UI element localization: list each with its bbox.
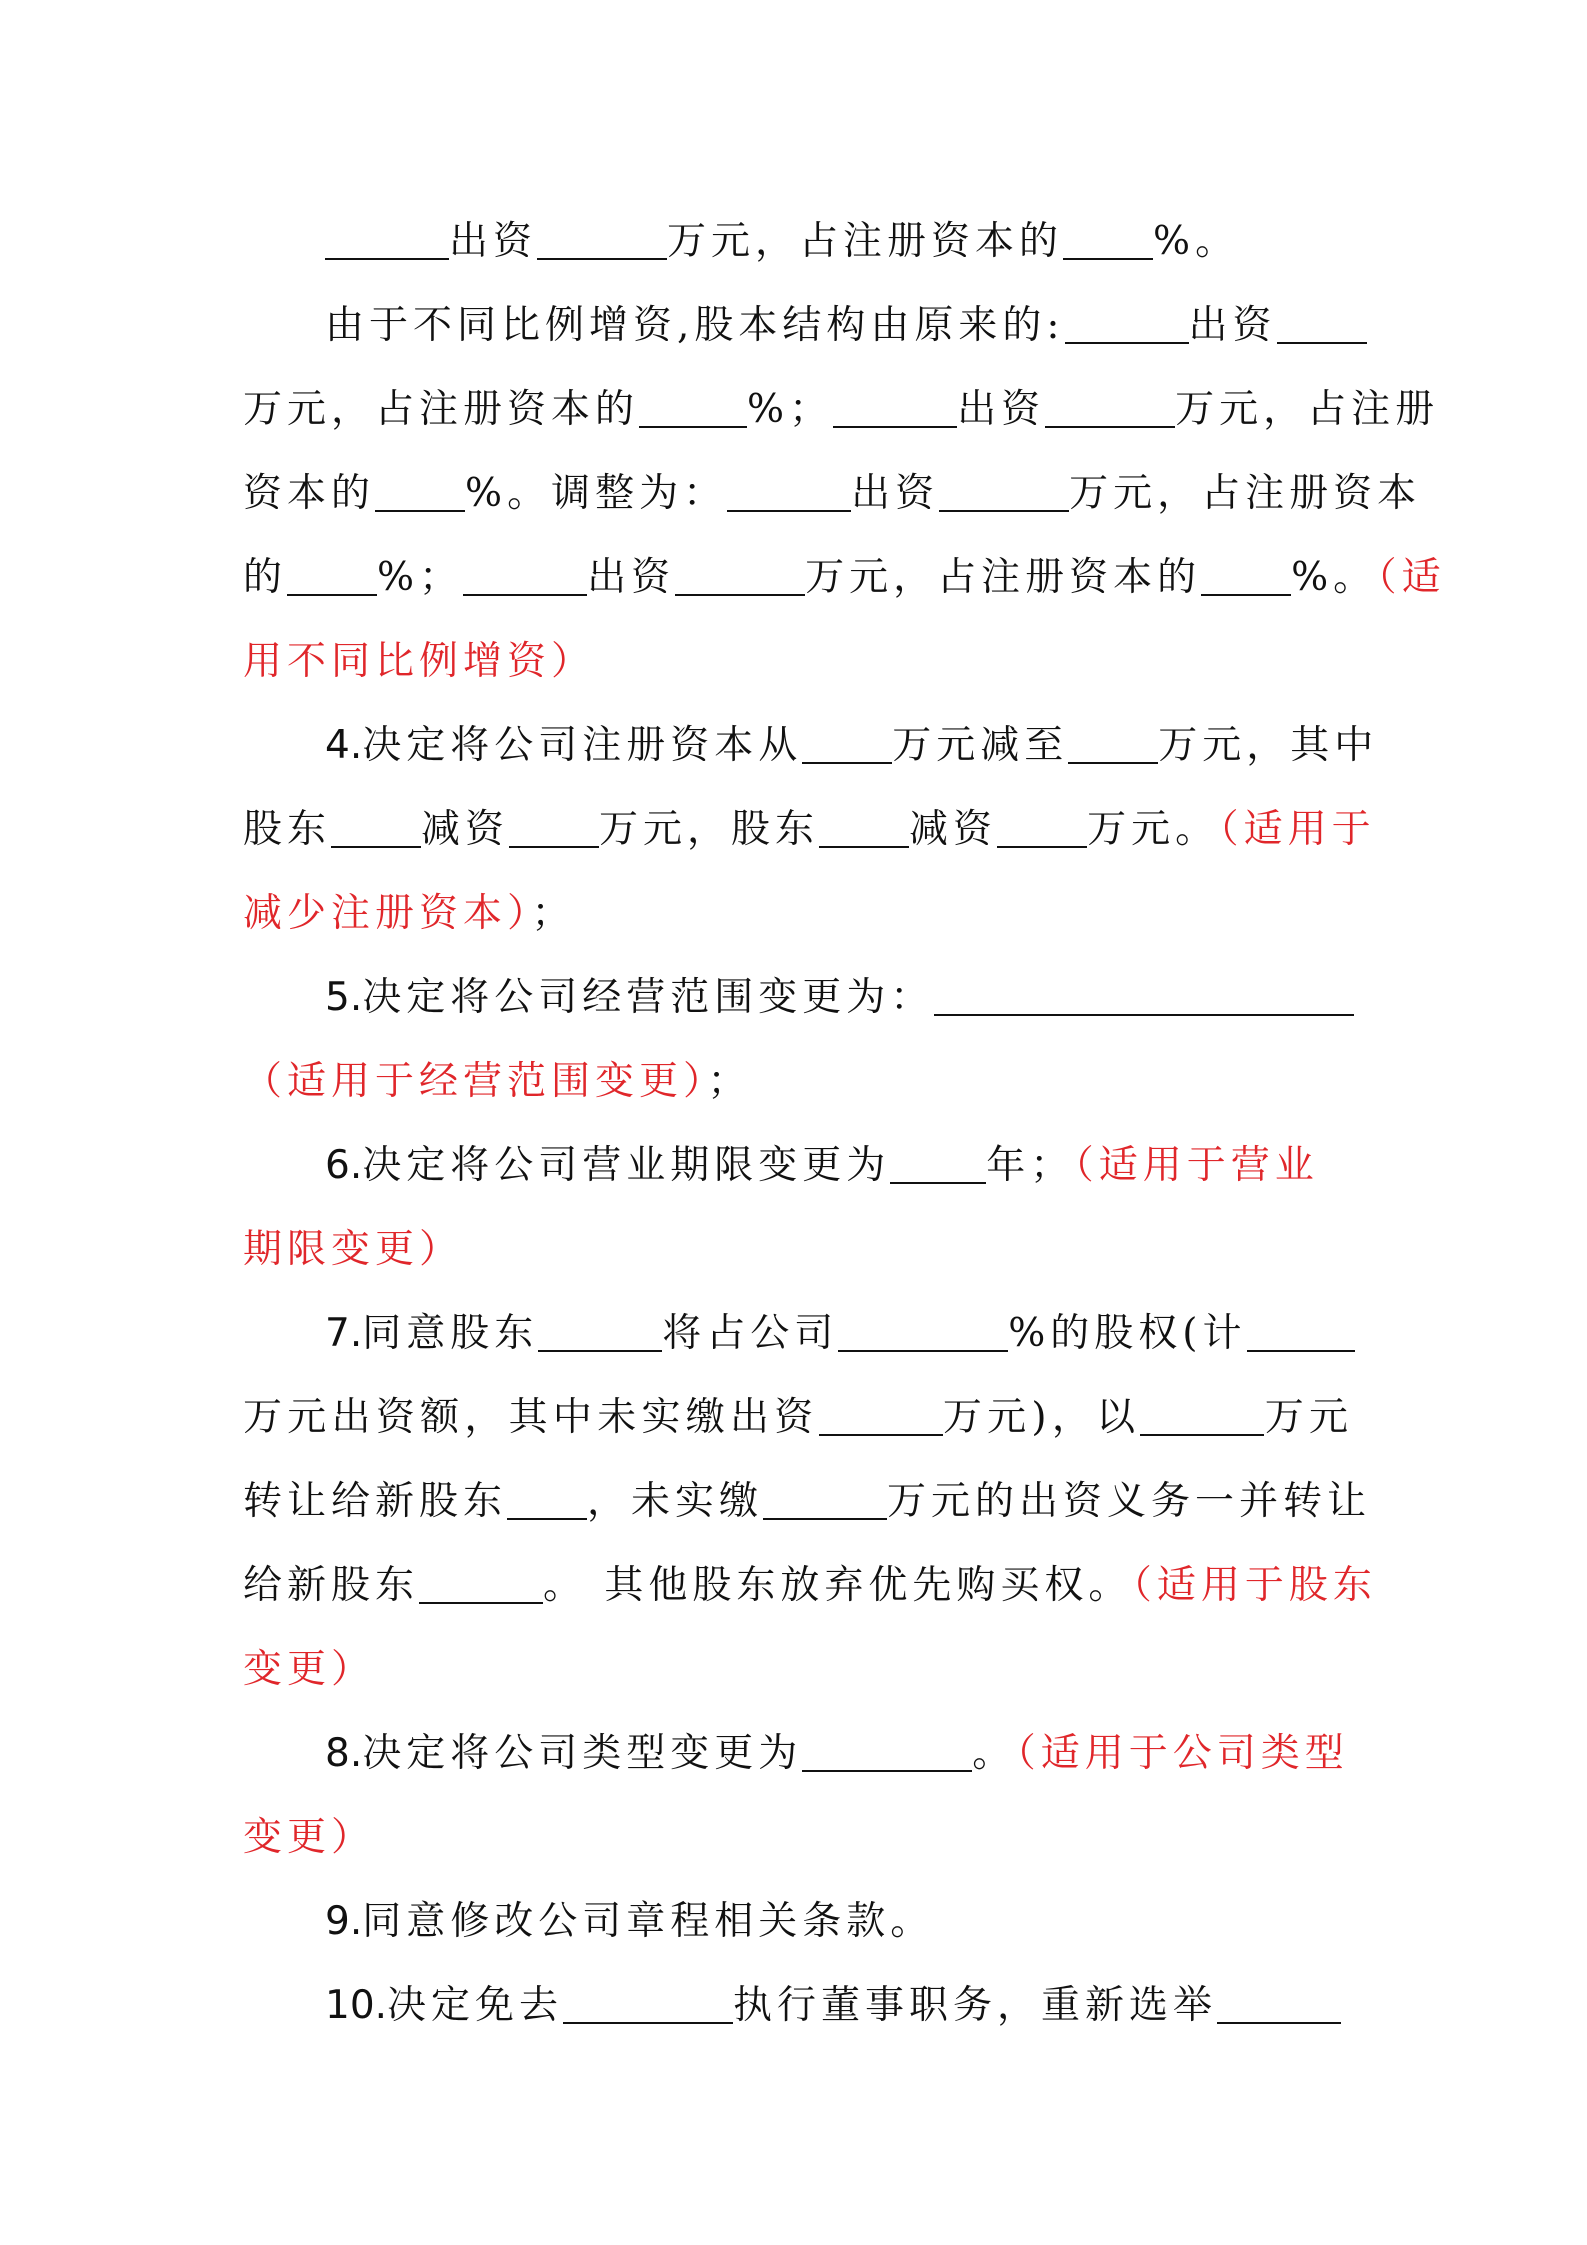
line-p5-1 (243, 956, 1353, 1040)
text: 股东 (243, 807, 332, 852)
text: %。 (1153, 219, 1240, 264)
text: 给新股东 (243, 1563, 420, 1608)
blank[interactable] (639, 386, 747, 428)
note-text: （适用于经营范围变更） (243, 1059, 708, 1104)
note-text: （适用于股东 (1132, 1563, 1377, 1608)
blank[interactable] (727, 470, 851, 512)
text: %。调整为： (465, 471, 728, 516)
blank[interactable] (537, 218, 667, 260)
line-struct-1 (243, 284, 1353, 368)
text: 万元，占注册资本 (1069, 471, 1422, 516)
line-p4-2 (243, 788, 1376, 872)
blank[interactable] (997, 806, 1087, 848)
blank[interactable] (819, 1394, 943, 1436)
text: 出资 (449, 219, 538, 264)
text: 。 其他股东放弃优先购买权。 (543, 1563, 1133, 1608)
text: 由于不同比例增资,股本结构由原来的: (325, 303, 1065, 348)
text: 的 (243, 555, 288, 600)
blank[interactable] (1247, 1310, 1355, 1352)
text: 减资 (421, 807, 510, 852)
blank[interactable] (1140, 1394, 1264, 1436)
text: 同意修改公司章程相关条款。 (362, 1899, 935, 1944)
note-text: 变更） (243, 1647, 376, 1692)
blank[interactable] (939, 470, 1069, 512)
blank[interactable] (675, 554, 805, 596)
blank[interactable] (331, 806, 421, 848)
line-p5-2 (243, 1040, 1353, 1124)
blank[interactable] (538, 1310, 662, 1352)
line-struct-4 (243, 536, 1446, 620)
text: ； (531, 891, 576, 936)
blank[interactable] (1277, 302, 1367, 344)
text: 转让给新股东 (243, 1479, 508, 1524)
item-number: 6. (325, 1143, 363, 1188)
note-text: 减少注册资本） (243, 891, 532, 936)
text: 万元)，以 (942, 1395, 1141, 1440)
blank[interactable] (934, 974, 1354, 1016)
line-p7-5 (243, 1628, 1353, 1712)
blank[interactable] (563, 1982, 733, 2024)
blank[interactable] (1201, 554, 1291, 596)
line-p10 (243, 1964, 1353, 2048)
line-p7-4 (243, 1544, 1377, 1628)
line-struct-3 (243, 452, 1422, 536)
text: 万元减至 (892, 723, 1069, 768)
blank[interactable] (325, 218, 449, 260)
line-p6-2 (243, 1208, 1353, 1292)
text: 万元，占注册资本的 (243, 387, 640, 432)
text: 出资 (587, 555, 676, 600)
text: 年； (986, 1143, 1075, 1188)
text: ，未实缴 (587, 1479, 764, 1524)
blank[interactable] (833, 386, 957, 428)
line-capital-1 (243, 200, 1353, 284)
text: 万元，占注册资本的 (805, 555, 1202, 600)
note-text: （适用于公司类型 (1016, 1731, 1349, 1776)
blank[interactable] (507, 1478, 587, 1520)
line-p9 (243, 1880, 1353, 1964)
blank[interactable] (1068, 722, 1158, 764)
blank[interactable] (838, 1310, 1008, 1352)
text: 。 (972, 1731, 1017, 1776)
text: 出资 (1188, 303, 1277, 348)
text: 万元，股东 (599, 807, 820, 852)
text: %； (377, 555, 464, 600)
item-number: 4. (325, 723, 363, 768)
text: 万元 (1264, 1395, 1353, 1440)
document-page (243, 200, 1446, 2048)
text: 将占公司 (662, 1311, 839, 1356)
text: 决定将公司类型变更为 (362, 1731, 803, 1776)
blank[interactable] (509, 806, 599, 848)
line-p8-1 (243, 1712, 1353, 1796)
text: 决定免去 (387, 1983, 564, 2028)
text: 万元，占注册 (1175, 387, 1440, 432)
blank[interactable] (802, 1730, 972, 1772)
text: 出资 (851, 471, 940, 516)
line-p7-1 (243, 1292, 1353, 1376)
blank[interactable] (1217, 1982, 1341, 2024)
blank[interactable] (890, 1142, 986, 1184)
text: 决定将公司营业期限变更为 (362, 1143, 891, 1188)
note-text: （适用于 (1219, 807, 1376, 852)
blank[interactable] (1063, 218, 1153, 260)
line-p7-2 (243, 1376, 1353, 1460)
blank[interactable] (819, 806, 909, 848)
blank[interactable] (375, 470, 465, 512)
item-number: 10. (325, 1983, 388, 2028)
text: 万元，占注册资本的 (667, 219, 1064, 264)
text: %； (747, 387, 834, 432)
blank[interactable] (1045, 386, 1175, 428)
text: 决定将公司经营范围变更为： (362, 975, 935, 1020)
item-number: 5. (325, 975, 363, 1020)
item-number: 8. (325, 1731, 363, 1776)
blank[interactable] (463, 554, 587, 596)
blank[interactable] (1065, 302, 1189, 344)
line-p4-3 (243, 872, 1353, 956)
text: 万元。 (1087, 807, 1220, 852)
note-text: 变更） (243, 1815, 376, 1860)
note-text: （适用于营业 (1074, 1143, 1319, 1188)
text: %。 (1291, 555, 1378, 600)
text: 决定将公司注册资本从 (362, 723, 803, 768)
blank[interactable] (763, 1478, 887, 1520)
text: 资本的 (243, 471, 376, 516)
text: ； (707, 1059, 752, 1104)
line-p7-3 (243, 1460, 1372, 1544)
line-p6-1 (243, 1124, 1353, 1208)
text: 万元出资额，其中未实缴出资 (243, 1395, 819, 1440)
text: 万元，其中 (1158, 723, 1379, 768)
line-p8-2 (243, 1796, 1353, 1880)
item-number: 9. (325, 1899, 363, 1944)
text: %的股权(计 (1008, 1311, 1247, 1356)
blank[interactable] (419, 1562, 543, 1604)
text: 万元的出资义务一并转让 (887, 1479, 1372, 1524)
text: 执行董事职务，重新选举 (733, 1983, 1218, 2028)
text: 同意股东 (362, 1311, 539, 1356)
note-text: （适 (1377, 555, 1446, 600)
blank[interactable] (287, 554, 377, 596)
line-struct-5 (243, 620, 1353, 704)
note-text: 用不同比例增资） (243, 639, 596, 684)
text: 减资 (909, 807, 998, 852)
line-struct-2 (243, 368, 1440, 452)
blank[interactable] (802, 722, 892, 764)
item-number: 7. (325, 1311, 363, 1356)
note-text: 期限变更） (243, 1227, 464, 1272)
line-p4-1 (243, 704, 1379, 788)
text: 出资 (957, 387, 1046, 432)
